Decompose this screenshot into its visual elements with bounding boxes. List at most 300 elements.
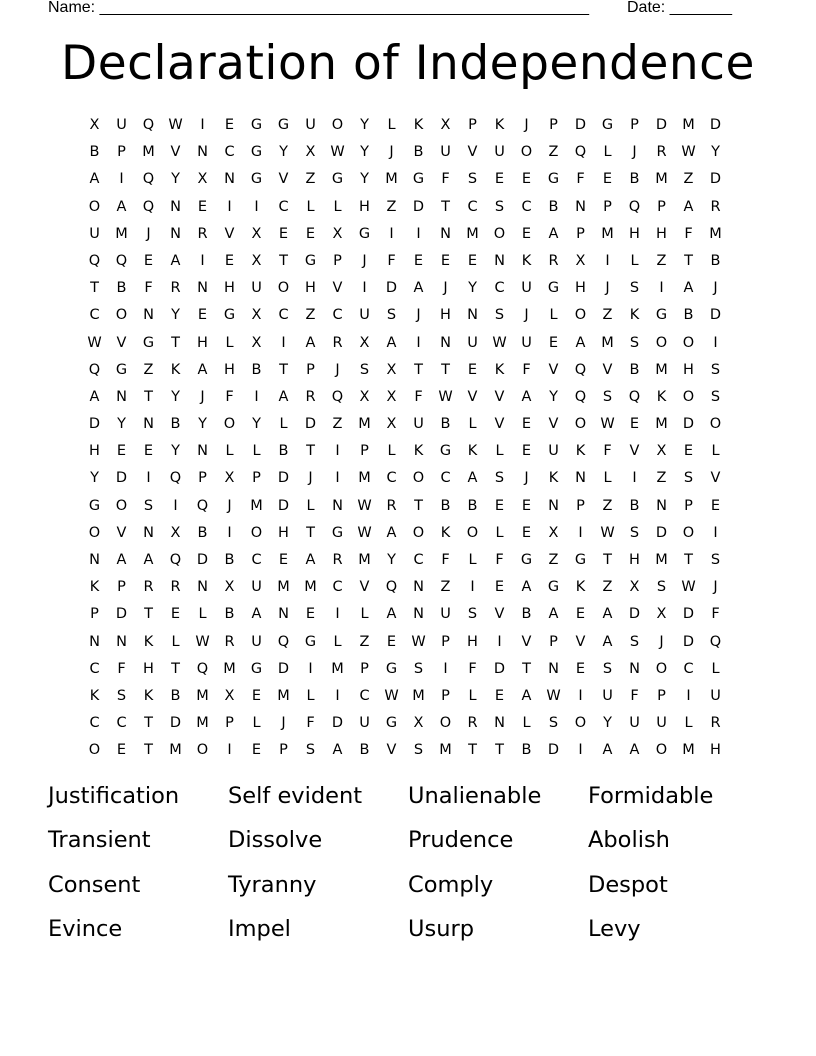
word-bank-item: Consent — [48, 871, 141, 898]
grid-letter: C — [332, 579, 343, 596]
grid-letter: R — [656, 144, 667, 161]
grid-letter: O — [682, 524, 695, 541]
grid-letter: T — [684, 552, 693, 568]
grid-letter: Y — [549, 388, 558, 405]
grid-letter: A — [575, 334, 586, 351]
grid-letter: A — [386, 524, 397, 541]
grid-letter: D — [574, 117, 587, 133]
word-bank-item: Impel — [228, 915, 291, 942]
grid-letter: E — [224, 117, 235, 133]
grid-letter: H — [89, 443, 100, 460]
grid-letter: D — [682, 416, 695, 433]
grid-letter: O — [655, 660, 668, 677]
grid-letter: T — [171, 660, 180, 677]
grid-letter: T — [171, 334, 180, 351]
grid-letter: U — [494, 144, 505, 161]
grid-letter: C — [386, 470, 397, 487]
grid-letter: M — [223, 660, 236, 677]
grid-letter: E — [224, 252, 235, 269]
grid-letter: M — [196, 687, 209, 704]
grid-letter: A — [413, 280, 424, 297]
grid-letter: D — [547, 742, 560, 759]
grid-letter: D — [628, 606, 641, 623]
grid-letter: P — [306, 361, 315, 378]
grid-letter: P — [657, 687, 666, 704]
grid-letter: U — [89, 225, 100, 242]
grid-letter: S — [494, 470, 505, 487]
grid-letter: M — [655, 416, 668, 433]
grid-letter: Q — [142, 171, 155, 188]
grid-letter: N — [629, 660, 640, 677]
grid-letter: N — [440, 225, 451, 242]
grid-letter: H — [143, 660, 154, 677]
grid-letter: Z — [656, 252, 667, 269]
grid-letter: X — [251, 307, 262, 324]
grid-letter: M — [466, 225, 479, 242]
grid-letter: L — [306, 198, 315, 215]
grid-letter: Z — [602, 497, 613, 514]
grid-letter: D — [493, 660, 506, 677]
grid-letter: R — [332, 552, 343, 568]
grid-letter: Y — [171, 307, 180, 324]
grid-letter: W — [438, 388, 453, 405]
grid-letter: I — [119, 171, 124, 188]
grid-letter: L — [603, 470, 612, 487]
grid-letter: O — [196, 742, 209, 759]
grid-letter: L — [333, 633, 342, 650]
grid-letter: L — [225, 443, 234, 460]
grid-letter: S — [143, 497, 154, 514]
grid-letter: V — [602, 361, 613, 378]
grid-letter: V — [494, 388, 505, 405]
grid-letter: L — [711, 660, 720, 677]
grid-letter: P — [441, 633, 450, 650]
grid-letter: G — [547, 171, 560, 188]
grid-letter: E — [494, 579, 505, 596]
grid-letter: I — [470, 579, 475, 596]
grid-letter: A — [305, 552, 316, 568]
grid-letter: R — [305, 388, 316, 405]
grid-letter: J — [524, 470, 529, 487]
grid-letter: D — [304, 416, 317, 433]
grid-letter: L — [252, 443, 261, 460]
grid-letter: E — [494, 171, 505, 188]
grid-letter: X — [656, 443, 667, 460]
grid-letter: O — [709, 416, 722, 433]
grid-letter: U — [467, 334, 478, 351]
grid-row — [81, 576, 729, 603]
grid-letter: P — [549, 117, 558, 133]
grid-letter: G — [304, 252, 317, 269]
grid-letter: G — [412, 171, 425, 188]
grid-letter: S — [359, 361, 370, 378]
grid-letter: I — [605, 252, 610, 269]
grid-letter: J — [308, 470, 313, 487]
grid-letter: K — [575, 579, 586, 596]
grid-letter: B — [413, 144, 424, 161]
grid-letter: A — [116, 552, 127, 568]
grid-letter: N — [224, 171, 235, 188]
grid-letter: T — [144, 606, 153, 623]
grid-letter: L — [468, 687, 477, 704]
grid-letter: X — [224, 687, 235, 704]
grid-letter: B — [629, 361, 640, 378]
grid-letter: C — [494, 280, 505, 297]
grid-letter: N — [116, 388, 127, 405]
grid-letter: A — [521, 579, 532, 596]
grid-letter: M — [331, 660, 344, 677]
grid-letter: E — [683, 443, 694, 460]
grid-letter: S — [413, 660, 424, 677]
grid-letter: V — [116, 524, 127, 541]
grid-letter: Y — [603, 715, 612, 732]
word-bank-item: Tyranny — [228, 871, 317, 898]
grid-letter: F — [468, 660, 477, 677]
grid-letter: E — [521, 443, 532, 460]
grid-letter: L — [711, 443, 720, 460]
grid-letter: Y — [468, 280, 477, 297]
grid-letter: Z — [359, 633, 370, 650]
grid-letter: I — [308, 660, 313, 677]
grid-letter: E — [494, 497, 505, 514]
grid-letter: K — [413, 117, 424, 133]
grid-letter: M — [250, 497, 263, 514]
grid-letter: I — [578, 687, 583, 704]
grid-letter: I — [200, 252, 205, 269]
grid-letter: L — [495, 524, 504, 541]
grid-letter: Q — [277, 633, 290, 650]
grid-letter: N — [89, 633, 100, 650]
grid-letter: P — [657, 198, 666, 215]
grid-letter: V — [494, 416, 505, 433]
grid-letter: C — [359, 687, 370, 704]
grid-letter: E — [197, 307, 208, 324]
grid-letter: W — [330, 144, 345, 161]
grid-letter: N — [413, 579, 424, 596]
grid-letter: S — [629, 633, 640, 650]
grid-letter: O — [466, 524, 479, 541]
grid-letter: F — [576, 171, 585, 188]
grid-letter: O — [88, 198, 101, 215]
grid-letter: K — [521, 252, 532, 269]
grid-letter: Q — [574, 144, 587, 161]
grid-letter: E — [251, 742, 262, 759]
grid-letter: Q — [88, 252, 101, 269]
grid-letter: Q — [385, 579, 398, 596]
grid-letter: T — [441, 361, 450, 378]
grid-letter: G — [574, 552, 587, 568]
grid-letter: G — [331, 171, 344, 188]
grid-letter: A — [305, 334, 316, 351]
grid-letter: U — [305, 117, 316, 133]
grid-letter: B — [521, 606, 532, 623]
grid-letter: O — [682, 388, 695, 405]
grid-letter: I — [632, 470, 637, 487]
grid-letter: L — [549, 307, 558, 324]
grid-letter: X — [386, 388, 397, 405]
grid-letter: L — [279, 416, 288, 433]
word-bank-item: Unalienable — [408, 783, 542, 809]
grid-letter: M — [358, 416, 371, 433]
grid-letter: J — [632, 144, 637, 161]
grid-letter: T — [684, 252, 693, 269]
grid-letter: N — [494, 252, 505, 269]
grid-letter: Q — [574, 388, 587, 405]
grid-letter: F — [441, 171, 450, 188]
grid-letter: F — [684, 225, 693, 242]
grid-letter: T — [495, 742, 504, 759]
grid-letter: Y — [117, 416, 126, 433]
grid-letter: P — [684, 497, 693, 514]
grid-letter: E — [116, 742, 127, 759]
grid-letter: W — [546, 687, 561, 704]
grid-letter: L — [495, 443, 504, 460]
grid-letter: T — [144, 742, 153, 759]
grid-letter: Q — [628, 388, 641, 405]
grid-letter: M — [655, 361, 668, 378]
word-bank-item: Dissolve — [228, 827, 323, 854]
grid-letter: M — [277, 687, 290, 704]
grid-letter: A — [683, 198, 694, 215]
grid-letter: E — [143, 443, 154, 460]
grid-letter: M — [196, 715, 209, 732]
grid-letter: S — [629, 334, 640, 351]
grid-letter: N — [143, 416, 154, 433]
grid-letter: L — [306, 687, 315, 704]
date-field: Date: _______ — [627, 0, 732, 16]
grid-letter: K — [170, 361, 181, 378]
grid-letter: X — [224, 579, 235, 596]
grid-letter: N — [143, 307, 154, 324]
grid-letter: F — [144, 280, 153, 297]
grid-letter: N — [197, 443, 208, 460]
grid-letter: F — [495, 552, 504, 568]
grid-letter: D — [277, 470, 290, 487]
grid-letter: P — [117, 144, 126, 161]
grid-letter: Q — [709, 633, 722, 650]
grid-letter: G — [277, 117, 290, 133]
grid-letter: Y — [171, 171, 180, 188]
grid-letter: I — [578, 742, 583, 759]
grid-letter: H — [359, 198, 370, 215]
grid-letter: O — [115, 307, 128, 324]
grid-letter: E — [116, 443, 127, 460]
grid-letter: U — [521, 280, 532, 297]
grid-row — [81, 522, 729, 549]
grid-letter: V — [170, 144, 181, 161]
grid-letter: A — [89, 388, 100, 405]
grid-letter: D — [655, 524, 668, 541]
grid-letter: O — [574, 307, 587, 324]
grid-letter: M — [412, 687, 425, 704]
grid-letter: Y — [279, 144, 288, 161]
grid-letter: B — [197, 524, 208, 541]
grid-letter: Q — [196, 497, 209, 514]
grid-letter: S — [710, 388, 721, 405]
grid-letter: X — [251, 225, 262, 242]
grid-letter: A — [170, 252, 181, 269]
grid-letter: C — [683, 660, 694, 677]
grid-letter: G — [547, 579, 560, 596]
grid-letter: F — [603, 443, 612, 460]
grid-letter: V — [494, 606, 505, 623]
grid-letter: Z — [548, 552, 559, 568]
grid-letter: I — [254, 388, 259, 405]
grid-row — [81, 196, 729, 223]
grid-letter: G — [250, 144, 263, 161]
grid-letter: J — [227, 497, 232, 514]
grid-letter: N — [440, 334, 451, 351]
grid-letter: S — [629, 280, 640, 297]
grid-letter: K — [467, 443, 478, 460]
grid-letter: Y — [387, 552, 396, 568]
grid-letter: V — [359, 579, 370, 596]
grid-letter: B — [170, 416, 181, 433]
grid-letter: B — [629, 171, 640, 188]
grid-letter: V — [278, 171, 289, 188]
grid-letter: S — [494, 198, 505, 215]
grid-letter: G — [115, 361, 128, 378]
grid-letter: D — [277, 660, 290, 677]
grid-letter: T — [414, 497, 423, 514]
grid-letter: S — [548, 715, 559, 732]
grid-letter: H — [656, 225, 667, 242]
grid-letter: O — [574, 416, 587, 433]
grid-letter: O — [655, 334, 668, 351]
grid-letter: U — [359, 307, 370, 324]
grid-letter: J — [335, 361, 340, 378]
grid-letter: I — [713, 524, 718, 541]
grid-letter: A — [602, 633, 613, 650]
grid-letter: E — [386, 633, 397, 650]
grid-letter: P — [468, 117, 477, 133]
grid-letter: B — [683, 307, 694, 324]
grid-letter: I — [227, 742, 232, 759]
grid-letter: E — [170, 606, 181, 623]
grid-letter: D — [709, 117, 722, 133]
grid-letter: P — [252, 470, 261, 487]
grid-letter: K — [548, 470, 559, 487]
grid-letter: T — [279, 252, 288, 269]
grid-letter: D — [196, 552, 209, 568]
grid-letter: K — [494, 361, 505, 378]
grid-row — [81, 250, 729, 277]
grid-letter: W — [600, 524, 615, 541]
grid-letter: E — [413, 252, 424, 269]
grid-row — [81, 658, 729, 685]
grid-letter: Y — [171, 443, 180, 460]
grid-row — [81, 114, 729, 141]
grid-letter: L — [252, 715, 261, 732]
grid-letter: R — [224, 633, 235, 650]
grid-letter: D — [277, 497, 290, 514]
grid-letter: U — [251, 633, 262, 650]
grid-letter: N — [89, 552, 100, 568]
grid-letter: R — [332, 334, 343, 351]
grid-letter: M — [439, 742, 452, 759]
grid-letter: S — [413, 742, 424, 759]
grid-letter: I — [578, 524, 583, 541]
grid-letter: L — [306, 497, 315, 514]
grid-letter: D — [682, 633, 695, 650]
grid-letter: B — [251, 361, 262, 378]
word-bank — [48, 780, 768, 957]
grid-letter: Q — [169, 552, 182, 568]
grid-letter: T — [306, 443, 315, 460]
grid-letter: A — [629, 742, 640, 759]
grid-row — [81, 685, 729, 712]
grid-letter: I — [335, 687, 340, 704]
grid-letter: F — [441, 552, 450, 568]
grid-letter: H — [629, 225, 640, 242]
grid-letter: E — [251, 687, 262, 704]
grid-letter: B — [710, 252, 721, 269]
grid-letter: O — [682, 334, 695, 351]
grid-letter: K — [494, 117, 505, 133]
grid-letter: B — [170, 687, 181, 704]
grid-letter: V — [548, 361, 559, 378]
grid-letter: O — [520, 144, 533, 161]
grid-letter: H — [683, 361, 694, 378]
grid-letter: H — [467, 633, 478, 650]
grid-letter: I — [416, 334, 421, 351]
grid-letter: J — [659, 633, 664, 650]
grid-row — [81, 603, 729, 630]
grid-letter: U — [710, 687, 721, 704]
grid-letter: A — [116, 198, 127, 215]
grid-letter: P — [576, 225, 585, 242]
grid-letter: L — [630, 252, 639, 269]
grid-letter: M — [304, 579, 317, 596]
grid-letter: A — [89, 171, 100, 188]
grid-letter: P — [630, 117, 639, 133]
word-bank-item: Despot — [588, 871, 668, 898]
grid-letter: K — [629, 307, 640, 324]
grid-letter: O — [574, 715, 587, 732]
grid-letter: A — [548, 225, 559, 242]
grid-letter: V — [467, 144, 478, 161]
grid-letter: V — [629, 443, 640, 460]
grid-letter: A — [386, 334, 397, 351]
grid-letter: I — [389, 225, 394, 242]
grid-letter: S — [683, 470, 694, 487]
grid-letter: X — [629, 579, 640, 596]
grid-letter: A — [602, 606, 613, 623]
grid-letter: M — [142, 144, 155, 161]
grid-letter: A — [521, 388, 532, 405]
grid-letter: I — [227, 198, 232, 215]
grid-letter: L — [360, 606, 369, 623]
word-bank-item: Transient — [48, 827, 151, 854]
grid-letter: M — [601, 225, 614, 242]
grid-letter: U — [656, 715, 667, 732]
grid-row — [81, 712, 729, 739]
grid-letter: G — [223, 307, 236, 324]
grid-letter: L — [333, 198, 342, 215]
grid-letter: P — [279, 742, 288, 759]
grid-letter: Q — [142, 198, 155, 215]
grid-letter: V — [332, 280, 343, 297]
grid-letter: B — [440, 416, 451, 433]
word-bank-item: Justification — [48, 783, 180, 809]
grid-letter: R — [710, 198, 721, 215]
grid-letter: X — [575, 252, 586, 269]
grid-letter: N — [575, 470, 586, 487]
grid-letter: X — [251, 252, 262, 269]
grid-letter: U — [602, 687, 613, 704]
grid-letter: S — [494, 307, 505, 324]
grid-letter: B — [359, 742, 370, 759]
